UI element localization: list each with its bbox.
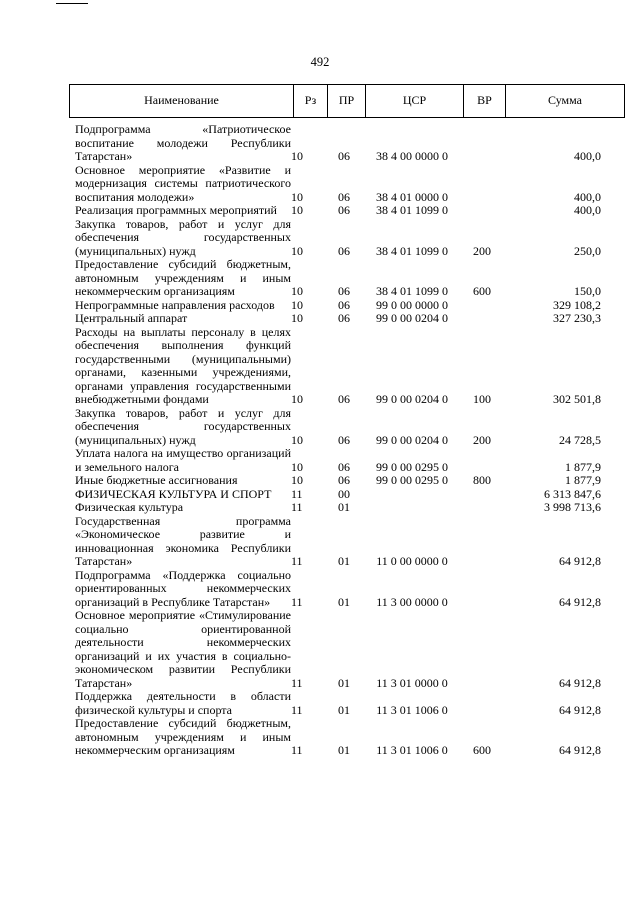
cell-pr: 01 (338, 554, 350, 568)
cell-csr: 11 3 00 0000 0 (376, 594, 448, 609)
cell-name: Предоставление субсидий бюджетным, автономным учреждениям и иным некоммерческим организациям (75, 257, 291, 298)
cell-vr (461, 204, 503, 218)
cell-pr: 06 (338, 473, 350, 487)
cell-pr: 06 (338, 243, 350, 258)
cell-vr (461, 123, 503, 164)
cell-sum: 64 912,8 (559, 702, 601, 717)
cell-sum: 3 998 713,6 (544, 500, 601, 514)
header-vr: ВР (464, 85, 506, 118)
table-row (75, 326, 601, 407)
cell-pr: 06 (338, 459, 350, 474)
cell-vr (461, 299, 503, 313)
cell-rz: 10 (291, 311, 303, 325)
cell-rz: 10 (291, 432, 303, 447)
table-row (75, 515, 601, 569)
cell-vr: 100 (473, 392, 491, 406)
cell-csr: 11 3 01 1006 0 (376, 702, 448, 717)
cell-rz: 10 (291, 284, 303, 298)
cell-vr: 800 (473, 473, 491, 487)
page-number: 492 (310, 55, 330, 69)
cell-sum: 64 912,8 (559, 743, 601, 757)
table-row (75, 690, 601, 717)
cell-pr: 06 (338, 149, 350, 163)
cell-sum: 64 912,8 (559, 675, 601, 690)
cell-vr (461, 569, 503, 610)
cell-name: Закупка товаров, работ и услуг для обеспечения государственных (муниципальных) нужд (75, 405, 291, 447)
table-row (75, 218, 601, 259)
cell-sum: 250,0 (574, 243, 601, 258)
cell-sum: 24 728,5 (559, 432, 601, 447)
header-pr: ПР (328, 85, 366, 118)
cell-pr: 06 (338, 297, 350, 312)
cell-csr: 99 0 00 0295 0 (376, 459, 448, 474)
header-name: Наименование (70, 85, 294, 118)
cell-rz: 11 (291, 554, 303, 568)
cell-csr: 99 0 00 0295 0 (376, 473, 448, 487)
table-header (69, 84, 625, 118)
cell-name: Непрограммные направления расходов (75, 297, 275, 312)
cell-sum: 1 877,9 (565, 459, 601, 474)
cell-csr: 11 3 01 1006 0 (376, 743, 448, 757)
cell-rz: 11 (291, 702, 303, 717)
cell-rz: 10 (291, 297, 303, 312)
cell-name: Основное мероприятие «Развитие и модернизация системы патриотического воспитания молодежи» (75, 162, 291, 204)
cell-pr: 01 (338, 500, 350, 514)
cell-rz: 10 (291, 392, 303, 406)
cell-sum: 400,0 (574, 189, 601, 204)
cell-csr: 99 0 00 0000 0 (376, 297, 448, 312)
table-row (75, 501, 601, 515)
cell-name: Иные бюджетные ассигнования (75, 473, 238, 487)
cell-name: Реализация программных мероприятий (75, 203, 277, 217)
cell-pr: 01 (338, 702, 350, 717)
cell-sum: 400,0 (574, 149, 601, 163)
cell-csr: 38 4 01 0000 0 (376, 189, 448, 204)
cell-pr: 00 (338, 486, 350, 501)
cell-rz: 10 (291, 473, 303, 487)
header-csr: ЦСР (366, 85, 464, 118)
table-row (75, 299, 601, 313)
cell-name: Центральный аппарат (75, 311, 188, 325)
cell-vr (461, 447, 503, 474)
cell-name: ФИЗИЧЕСКАЯ КУЛЬТУРА И СПОРТ (75, 486, 272, 501)
cell-name: Основное мероприятие «Стимулирование социально ориентированной деятельности некоммерческих организаций и их участия в социально-экономическом развитии Республики Татарстан» (75, 608, 291, 690)
cell-sum: 150,0 (574, 284, 601, 298)
cell-vr (461, 164, 503, 205)
cell-csr: 38 4 00 0000 0 (376, 149, 448, 163)
cell-name: Поддержка деятельности в области физической культуры и спорта (75, 689, 291, 717)
table-row (75, 447, 601, 474)
cell-pr: 06 (338, 432, 350, 447)
table-row (75, 569, 601, 610)
table-row (75, 164, 601, 205)
cell-rz: 11 (291, 500, 303, 514)
cell-sum: 400,0 (574, 203, 601, 217)
header-sum: Сумма (506, 85, 625, 118)
cell-rz: 10 (291, 189, 303, 204)
cell-name: Подпрограмма «Патриотическое воспитание молодежи Республики Татарстан» (75, 122, 291, 163)
cell-name: Расходы на выплаты персоналу в целях обеспечения выполнения функций государственными (муниципальными) органами, казенными учреждениями, органами управления государственными внебюджетными фондами (75, 324, 291, 406)
cell-sum: 302 501,8 (553, 392, 601, 406)
cell-csr: 99 0 00 0204 0 (376, 392, 448, 406)
cell-pr: 01 (338, 743, 350, 757)
cell-rz: 10 (291, 459, 303, 474)
cell-pr: 01 (338, 594, 350, 609)
cell-pr: 06 (338, 392, 350, 406)
cell-name: Государственная программа «Экономическое развитие и инновационная экономика Республики Татарстан» (75, 513, 291, 568)
cell-name: Предоставление субсидий бюджетным, автономным учреждениям и иным некоммерческим организациям (75, 716, 291, 757)
table-row (75, 204, 601, 218)
header-row (70, 85, 625, 118)
cell-pr: 01 (338, 675, 350, 690)
cell-pr: 06 (338, 311, 350, 325)
cell-vr (461, 312, 503, 326)
header-rz: Рз (294, 85, 328, 118)
cell-name: Закупка товаров, работ и услуг для обеспечения государственных (муниципальных) нужд (75, 216, 291, 258)
cell-vr: 200 (473, 432, 491, 447)
cell-vr: 600 (473, 743, 491, 757)
cell-csr: 99 0 00 0204 0 (376, 311, 448, 325)
budget-table (75, 123, 601, 758)
cell-name: Подпрограмма «Поддержка социально ориентированных некоммерческих организаций в Республике Татарстан» (75, 567, 291, 609)
cell-rz: 10 (291, 203, 303, 217)
cell-vr (461, 488, 503, 502)
cell-rz: 10 (291, 149, 303, 163)
cell-rz: 11 (291, 743, 303, 757)
cell-sum: 64 912,8 (559, 554, 601, 568)
cell-vr (461, 690, 503, 717)
cell-vr (461, 501, 503, 515)
cell-vr (461, 609, 503, 690)
cell-vr (461, 515, 503, 569)
cell-sum: 6 313 847,6 (544, 486, 601, 501)
cell-rz: 10 (291, 243, 303, 258)
cell-sum: 327 230,3 (553, 311, 601, 325)
cell-vr: 600 (473, 284, 491, 298)
cell-rz: 11 (291, 675, 303, 690)
cell-csr (363, 501, 461, 515)
cell-pr: 06 (338, 189, 350, 204)
cell-sum: 329 108,2 (553, 297, 601, 312)
table-row (75, 312, 601, 326)
table-row (75, 123, 601, 164)
table-row (75, 488, 601, 502)
cell-csr: 38 4 01 1099 0 (376, 203, 448, 217)
cell-csr: 38 4 01 1099 0 (376, 284, 448, 298)
table-row (75, 407, 601, 448)
table-row (75, 609, 601, 690)
top-rule (56, 3, 88, 4)
cell-csr (363, 488, 461, 502)
cell-csr: 11 0 00 0000 0 (376, 554, 448, 568)
cell-csr: 99 0 00 0204 0 (376, 432, 448, 447)
cell-csr: 38 4 01 1099 0 (376, 243, 448, 258)
table-row (75, 258, 601, 299)
cell-sum: 64 912,8 (559, 594, 601, 609)
cell-rz: 11 (291, 486, 303, 501)
cell-name: Физическая культура (75, 500, 184, 514)
table-row (75, 717, 601, 758)
cell-sum: 1 877,9 (565, 473, 601, 487)
cell-pr: 06 (338, 284, 350, 298)
table-row (75, 474, 601, 488)
cell-name: Уплата налога на имущество организаций и земельного налога (75, 446, 291, 474)
cell-csr: 11 3 01 0000 0 (376, 675, 448, 690)
cell-vr: 200 (473, 243, 491, 258)
cell-rz: 11 (291, 594, 303, 609)
cell-pr: 06 (338, 203, 350, 217)
